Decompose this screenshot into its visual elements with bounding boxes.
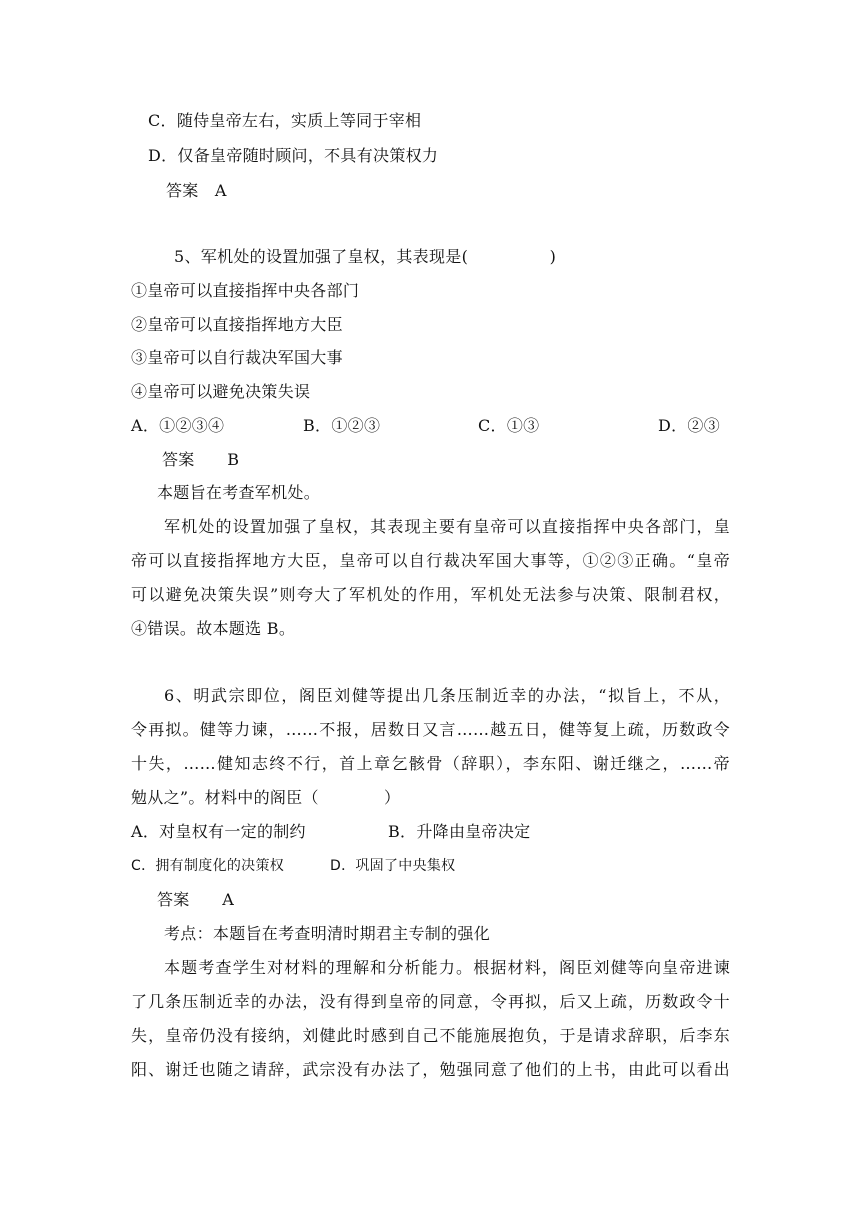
q4-answer: 答案 A [166, 181, 227, 200]
q6-analysis-line: 了几条压制近幸的办法，没有得到皇帝的同意，令再拟，后又上疏，历数政令十 [131, 992, 730, 1011]
q6-analysis-line: 阳、谢迁也随之请辞，武宗没有办法了，勉强同意了他们的上书，由此可以看出 [131, 1060, 730, 1079]
q6-stem-line: 十失，……健知志终不行，首上章乞骸骨（辞职），李东阳、谢迁继之，……帝 [131, 754, 730, 773]
q5-topic: 本题旨在考查军机处。 [157, 483, 321, 502]
q6-stem-line: 勉从之”。材料中的阁臣（ ） [131, 788, 401, 807]
q5-answer: 答案 B [162, 450, 240, 469]
q5-stem: 5、军机处的设置加强了皇权，其表现是( ) [174, 247, 557, 266]
q5-item-3: ③皇帝可以自行裁决军国大事 [131, 348, 343, 367]
q6-option-b: B．升降由皇帝决定 [388, 822, 531, 841]
q5-analysis-line: ④错误。故本题选 B。 [131, 619, 296, 638]
q5-option-c: C．①③ [478, 416, 540, 435]
q6-analysis-line: 本题考查学生对材料的理解和分析能力。根据材料，阁臣刘健等向皇帝进谏 [164, 958, 730, 977]
q6-option-c: C．拥有制度化的决策权 [131, 858, 285, 874]
q5-analysis-line: 可以避免决策失误”则夸大了军机处的作用，军机处无法参与决策、限制君权， [131, 585, 730, 604]
q6-option-a: A．对皇权有一定的制约 [131, 822, 306, 841]
q5-item-1: ①皇帝可以直接指挥中央各部门 [131, 281, 360, 300]
q5-analysis-line: 军机处的设置加强了皇权，其表现主要有皇帝可以直接指挥中央各部门，皇 [164, 517, 730, 536]
q6-option-d: D．巩固了中央集权 [330, 858, 456, 874]
q6-answer: 答案 A [157, 890, 235, 909]
q6-stem-line: 令再拟。健等力谏，……不报，居数日又言……越五日，健等复上疏，历数政令 [131, 720, 730, 739]
q5-option-b: B．①②③ [303, 416, 381, 435]
q5-analysis-line: 帝可以直接指挥地方大臣，皇帝可以自行裁决军国大事等，①②③正确。“皇帝 [131, 551, 730, 570]
q6-analysis-line: 失，皇帝仍没有接纳，刘健此时感到自己不能施展抱负，于是请求辞职，后李东 [131, 1026, 730, 1045]
q5-option-a: A．①②③④ [131, 416, 225, 435]
q5-option-d: D．②③ [658, 416, 721, 435]
q6-topic: 考点：本题旨在考查明清时期君主专制的强化 [164, 924, 491, 943]
q4-option-d: D．仅备皇帝随时顾问，不具有决策权力 [148, 146, 439, 165]
q4-option-c: C．随侍皇帝左右，实质上等同于宰相 [148, 111, 422, 130]
q5-item-2: ②皇帝可以直接指挥地方大臣 [131, 315, 343, 334]
q6-stem-line: 6、明武宗即位，阁臣刘健等提出几条压制近幸的办法，“拟旨上，不从， [164, 686, 730, 705]
q5-item-4: ④皇帝可以避免决策失误 [131, 382, 311, 401]
